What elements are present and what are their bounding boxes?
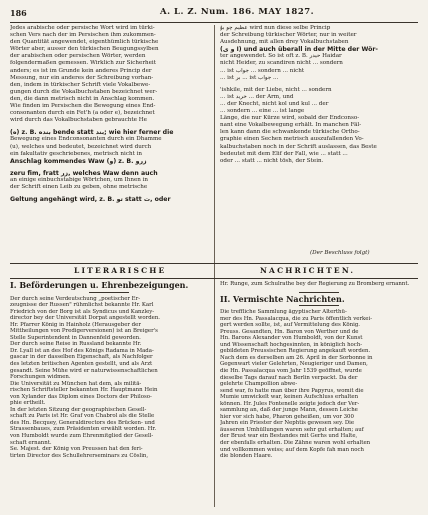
text-line: die Hn. Passalacqua vom Jahr 1539 geöffnet, wurde: [220, 368, 362, 375]
text-line: gelehrte Champollion abwe-: [220, 381, 298, 388]
text-line: sammlung an, daß der junge Mann, dessen Leiche: [220, 407, 358, 414]
text-line: mer des Hn. Passalacqua, die zu Paris öffentlich verkei-: [220, 315, 373, 322]
section-title-bar: [10, 263, 418, 279]
text-line: Stelle Superintendent in Dannenfeld geworden.: [10, 334, 141, 341]
lower-left-column: [10, 281, 208, 511]
text-line: Gegenwart vieler Gelehrten, Neugieriger und Damen,: [220, 361, 368, 368]
text-line: an einige einbuchstabige Wörtchen, um Ihnen in: [10, 176, 149, 183]
text-line: ... ist ﺟﻮﺍﺏ ... sondern ... nicht: [220, 67, 305, 74]
promotions-text: [10, 296, 208, 460]
text-line: und vollkommen weiss; auf dem Kopfe fah man noch: [220, 446, 364, 453]
text-line: nant eine Vokalbewegung erhält. In manchen Fäl-: [220, 122, 362, 129]
text-line: Wörter aber, ausser den türkischen Beugungssylben: [10, 46, 159, 53]
text-line: graphie einen Sechen metrisch auszufallenden Vo-: [220, 136, 364, 143]
text-line: dieselbe Tags darauf nach Berlin verpackt. Da der: [220, 374, 358, 381]
text-line: send war, fo hatte man über ihre Papyrus, womit die: [220, 387, 364, 394]
text-line: hier vor sich habe, Pharon geheißen, um vor 300: [220, 413, 354, 420]
text-line: den, die dann metrisch nicht in Anschlag kommen.: [10, 95, 155, 102]
upper-columns: [10, 25, 418, 255]
text-line: Anschlag kommendes Waw (و) z. B. زرو: [10, 157, 147, 165]
text-line: oder ... statt ... nicht tösh, der Stein.: [220, 157, 324, 164]
text-line: gesandt. Seine Mühe wird er naturwissenschaftlichen: [10, 367, 158, 374]
text-line: des Hn. Becquey, Generaldirectors des Brücken- und: [10, 419, 155, 426]
text-line: anders; es ist im Grunde kein anderes Princip der: [10, 67, 152, 74]
text-line: der ebenfalls erhalten. Die Zähne waren wohl erhalten: [220, 440, 371, 447]
section-heading-promotions: I. Beförderungen u. Ehrenbezeigungen.: [10, 281, 189, 290]
text-line: und Wissenschaft hochgesinnten, in königlich hoch-: [220, 341, 363, 348]
text-line: der Brust war ein Bestandes mit Gerhs und Halte,: [220, 433, 358, 440]
text-line: Preuss. Gesandten, Hn. Baron von Werther und de: [220, 328, 359, 335]
text-line: des letzten britischen Agenten gestellt, und als Arzt: [10, 361, 153, 368]
text-line: der Schrift einen Leib zu geben, ohne metrische: [10, 183, 148, 190]
text-line: bedeutet mit dem Elif der Fall, wie ... statt ...: [220, 150, 348, 157]
text-line: ﻋﻈﻴﻢ ﭼﻮ ﺑﯘ wird nun diese selbe Princip: [220, 25, 331, 31]
text-line: Forschungen widmen.: [10, 374, 71, 381]
section-title-left: LITERARISCHE: [74, 266, 167, 275]
text-line: nicht Heider, zu scandiren nicht ... sondern: [220, 60, 343, 67]
lower-right-column: [220, 281, 418, 511]
text-line: Bewegung eines Endconsonanten durch ein Dhamme: [10, 136, 162, 143]
text-line: len kann dann die schwankende türkische Ortho-: [220, 129, 360, 136]
heading-rule-top: [299, 292, 339, 293]
text-line: Mumie umwickelt war, keinen Aufschluss erhalten: [220, 394, 359, 401]
text-line: wird durch das Vokalbuchstaben gebrauchte He: [10, 117, 147, 124]
text-line: rischen Schriftsteller bekannten Hr. Hauptmann Hein: [10, 387, 158, 394]
text-line: kalbuchstaben noch in der Schrift auslassen, das Beste: [220, 143, 377, 150]
text-line: Mittheilungen von Predigerversionen) ist an Breiger's: [10, 328, 158, 335]
text-line: ein fakultativ geschriebenes, metrisch nicht in: [10, 150, 142, 157]
text-line: (ﻩ) z. B. بنده bende statt بند; wie hier ferner die: [10, 129, 174, 137]
text-line: von Humboldt wurde zum Ehrenmitglied der Gesell-: [10, 433, 154, 440]
text-line: director bey der Universität Dorpat angestellt worden.: [10, 315, 161, 322]
text-line: Die treffliche Sammlung ägyptischer Alterthü-: [220, 309, 347, 316]
text-line: folgendermaßen gemessen. Wirklich zur Sicherheit: [10, 60, 156, 67]
upper-right-column: [220, 25, 418, 255]
text-line: schen Vers nach der im Persischen ihm zukommen-: [10, 32, 156, 39]
text-line: zeugnisse der Russen" rühmlichst bekannte Hr. Karl: [10, 302, 154, 309]
text-line: schaft zu Paris ist Hr. Graf von Chabrol als die Stelle: [10, 413, 155, 420]
text-line: äusseren Umhüllungen waren sehr gut erhalten; auf: [220, 426, 364, 433]
text-line: phie ertheilt.: [10, 400, 46, 407]
text-line: die blonden Haare.: [220, 453, 273, 460]
text-line: der Schreibung türkischer Wörter, nur in weiter: [220, 32, 357, 39]
text-line: Friedrich von der Borg ist als Syndicus und Kanzley-: [10, 308, 155, 315]
text-line: ter angewendet. So ist oft z. B. ﺣﻴﺪﺭ Haidar: [220, 53, 342, 60]
text-line: den Quantität angewendet, eigenthümlich türkische: [10, 39, 159, 46]
text-line: Wie finden im Persischen die Bewegung eines End-: [10, 103, 156, 110]
text-line: Länge, die nur Kürze wird, sobald der Endconso-: [220, 115, 360, 122]
heading-rule-bottom: [299, 305, 339, 306]
text-line: gebildeten Preussischen Regierung angekauft worden.: [220, 348, 371, 355]
text-line: gungen durch die Vokalbuchstaben bezeichnet wer-: [10, 88, 158, 95]
text-line: (ا و ی) und auch überall in der Mitte der Wör-: [220, 46, 378, 54]
text-line: Hn. Barons Alexander von Humboldt, von der Kunst: [220, 335, 363, 342]
text-line: consonanten durch ein Fet'h (a oder e), bezeichnet: [10, 110, 155, 117]
text-line: Ausdehnung, mit allen drey Vokalbuchstaben: [220, 39, 349, 46]
text-line: Nach dem es derselben am 26. April in der Sorbonne in: [220, 354, 373, 361]
intro-paragraph: Hr. Runge, zum Schulrathe bey der Regierung zu Bromberg ernannt.: [220, 281, 410, 287]
text-line: schaft ernannt.: [10, 439, 52, 446]
text-line: gert werden sollte, ist, auf Vermittelung des König.: [220, 322, 360, 329]
text-line: der arabischen oder persischen Wörter, werden: [10, 53, 146, 60]
text-line: 'ishkile, mit der Liebe, nicht ... sondern: [220, 86, 332, 93]
running-title: A. L. Z. Num. 186. MAY 1827.: [160, 7, 315, 17]
text-line: (u), welches und bedeutet, bezeichnet wird durch: [10, 143, 152, 150]
upper-left-column: [10, 25, 208, 255]
text-line: gascar in der dasselben Eigenschaft, als Nachfolger: [10, 354, 153, 361]
text-line: Der durch seine Reise in Russland bekannte Hr.: [10, 341, 142, 348]
text-line: Strassenbaues, zum Präsidenten erwählt worden. Hr.: [10, 426, 157, 433]
text-line: In der letzten Sitzung der geographischen Gesell-: [10, 406, 147, 413]
text-line: ... ist ﺑﺮ ... ist ﺟﻮﺍﺏ ...: [220, 74, 279, 81]
text-line: Die Universität zu München hat dem, als militä-: [10, 380, 142, 387]
text-line: Messung, nur ein anderes der Schreibung vorhan-: [10, 74, 154, 81]
text-line: Dr. Lyall ist an des Hof des Königs Radama in Mada-: [10, 347, 154, 354]
text-line: tirten Director des Schullehrerseminars zu Cöslin,: [10, 452, 149, 459]
heading-rule: [89, 292, 129, 293]
text-line: können. Hr. Jules Fontenelle zeigte jedoch der Ver-: [220, 400, 360, 407]
text-line: Hr. Pfarrer König in Hainholz (Herausgeber der: [10, 321, 141, 328]
text-line: Jahren ein Priester der Nephtis gewesen sey. Die: [220, 420, 355, 427]
page-number: 186: [10, 8, 27, 18]
newspaper-page: [10, 6, 418, 511]
text-line: den, indem in türkischer Schrift viele Vokalbewe-: [10, 81, 151, 88]
text-line: Jedes arabische oder persische Wort wird im türki-: [10, 25, 155, 31]
text-line: Geltung angehängt wird, z. B. تو statt ت, oder: [10, 196, 171, 204]
text-line: ... der Knecht, nicht kol und kul ... der: [220, 100, 329, 107]
misc-news-text: [220, 309, 418, 460]
section-title-right: NACHRICHTEN.: [260, 266, 356, 275]
page-header: [10, 6, 418, 23]
text-line: Se. Majest. der König von Preussen hat den feri-: [10, 446, 143, 453]
text-line: Der durch seine Verdeutschung „poetischer Er-: [10, 295, 141, 302]
text-line: ... sondern ... eine ... ist lange: [220, 108, 305, 115]
text-line: von Xylander das Diplom eines Doctors der Philoso-: [10, 393, 152, 400]
section-heading-misc: II. Vermischte Nachrichten.: [220, 293, 345, 304]
text-line: zeru fim, fratt زر, welches Waw denn auch: [10, 169, 158, 177]
continued-note: (Der Beschluss folgt): [310, 250, 370, 256]
text-line: ... ist ﺧﺮﻳﺪ ... der Arm, und: [220, 93, 294, 100]
lower-columns: [10, 281, 418, 511]
